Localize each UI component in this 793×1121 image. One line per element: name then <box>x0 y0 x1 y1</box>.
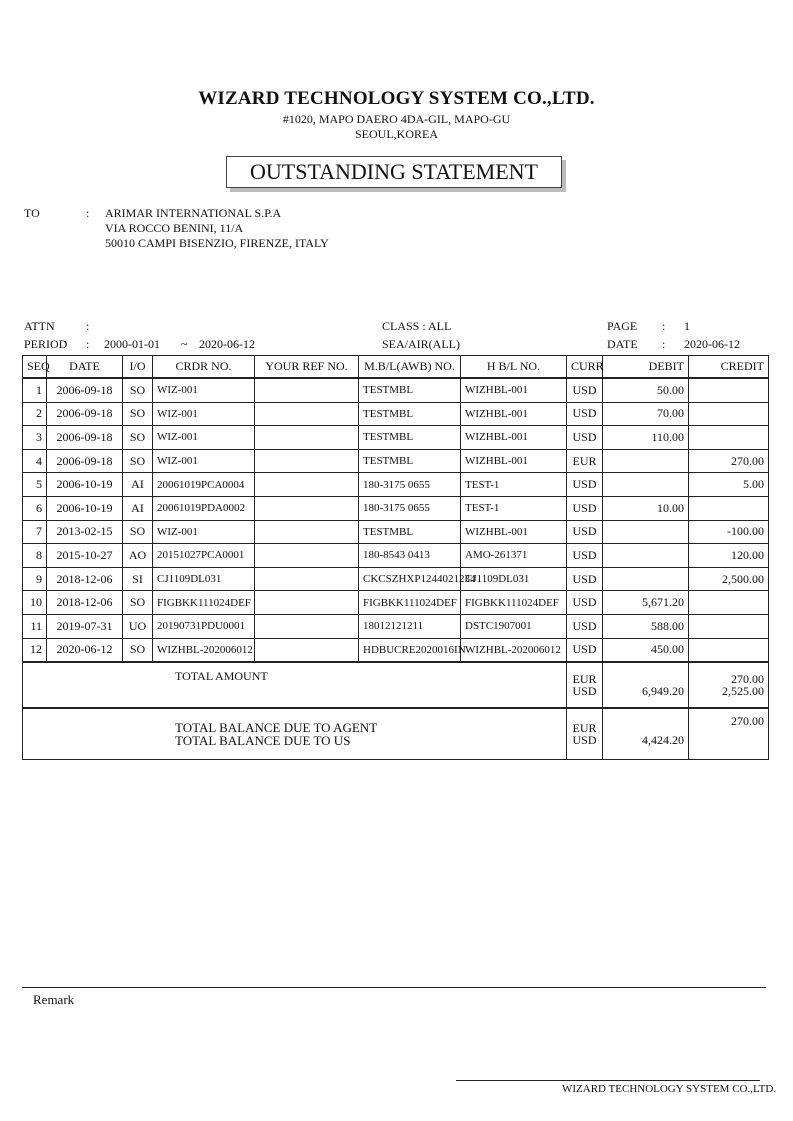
cell-hbl: WIZHBL-001 <box>461 449 567 473</box>
attn-colon: : <box>86 319 90 333</box>
table-row <box>23 614 769 638</box>
cell-mbl: TESTMBL <box>359 520 461 544</box>
cell-debit: 588.00 <box>603 614 689 638</box>
cell-curr: USD <box>567 520 603 544</box>
table-row <box>23 638 769 662</box>
class-label: CLASS : ALL <box>382 319 452 333</box>
table-row <box>23 378 769 402</box>
cell-date: 2020-06-12 <box>47 638 123 662</box>
balance-curr-eur: EUR <box>572 721 597 736</box>
cell-crdr: WIZHBL-202006012 <box>153 638 255 662</box>
cell-ref <box>255 591 359 615</box>
to-label: TO <box>24 206 40 220</box>
cell-mbl: 180-3175 0655 <box>359 496 461 520</box>
cell-mbl: TESTMBL <box>359 402 461 426</box>
cell-date: 2006-09-18 <box>47 449 123 473</box>
cell-crdr: 20190731PDU0001 <box>153 614 255 638</box>
cell-mbl: TESTMBL <box>359 426 461 450</box>
cell-crdr: 20061019PCA0004 <box>153 473 255 497</box>
cell-seq: 10 <box>23 591 47 615</box>
cell-debit <box>603 473 689 497</box>
cell-crdr: WIZ-001 <box>153 449 255 473</box>
cell-mbl: TESTMBL <box>359 378 461 402</box>
period-from: 2000-01-01 <box>104 337 160 351</box>
cell-debit: 50.00 <box>603 378 689 402</box>
cell-ref <box>255 402 359 426</box>
col-header-curr: CURR <box>567 356 603 379</box>
cell-credit <box>689 496 769 520</box>
total-debit-usd: 6,949.20 <box>642 684 684 699</box>
period-colon: : <box>86 337 90 351</box>
remark-divider <box>22 987 766 988</box>
cell-seq: 12 <box>23 638 47 662</box>
cell-mbl: 180-8543 0413 <box>359 544 461 568</box>
remark-label: Remark <box>33 992 75 1007</box>
cell-ref <box>255 567 359 591</box>
table-row <box>23 520 769 544</box>
total-credit-eur: 270.00 <box>731 672 764 687</box>
cell-io: AO <box>123 544 153 568</box>
cell-date: 2013-02-15 <box>47 520 123 544</box>
cell-date: 2018-12-06 <box>47 567 123 591</box>
cell-date: 2006-09-18 <box>47 378 123 402</box>
cell-seq: 5 <box>23 473 47 497</box>
cell-hbl: DSTC1907001 <box>461 614 567 638</box>
cell-curr: USD <box>567 614 603 638</box>
cell-mbl: FIGBKK111024DEF <box>359 591 461 615</box>
cell-ref <box>255 638 359 662</box>
cell-io: SO <box>123 402 153 426</box>
cell-seq: 11 <box>23 614 47 638</box>
col-header-date: DATE <box>47 356 123 379</box>
cell-io: UO <box>123 614 153 638</box>
cell-credit: 270.00 <box>689 449 769 473</box>
cell-debit: 110.00 <box>603 426 689 450</box>
cell-seq: 4 <box>23 449 47 473</box>
period-to: 2020-06-12 <box>199 337 255 351</box>
balance-credit <box>689 708 769 760</box>
cell-io: SO <box>123 591 153 615</box>
attn-label: ATTN <box>24 319 55 333</box>
table-header-row <box>23 356 769 379</box>
col-header-ref: YOUR REF NO. <box>255 356 359 379</box>
cell-date: 2006-10-19 <box>47 473 123 497</box>
col-header-mbl: M.B/L(AWB) NO. <box>359 356 461 379</box>
balance-credit-eur: 270.00 <box>731 714 764 729</box>
cell-credit: -100.00 <box>689 520 769 544</box>
total-amount-label: TOTAL AMOUNT <box>23 662 567 708</box>
balance-currency <box>567 708 603 760</box>
table-row <box>23 449 769 473</box>
table-row <box>23 402 769 426</box>
table-row <box>23 496 769 520</box>
cell-mbl: HDBUCRE2020016IN <box>359 638 461 662</box>
cell-ref <box>255 449 359 473</box>
col-header-io: I/O <box>123 356 153 379</box>
cell-io: SO <box>123 378 153 402</box>
balance-curr-usd: USD <box>572 733 597 748</box>
cell-date: 2006-09-18 <box>47 402 123 426</box>
cell-hbl: CJ1109DL031 <box>461 567 567 591</box>
cell-debit <box>603 544 689 568</box>
cell-io: AI <box>123 473 153 497</box>
balance-us-label: TOTAL BALANCE DUE TO US <box>175 733 351 749</box>
cell-debit: 5,671.20 <box>603 591 689 615</box>
company-name: WIZARD TECHNOLOGY SYSTEM CO.,LTD. <box>198 88 595 109</box>
cell-crdr: 20151027PCA0001 <box>153 544 255 568</box>
cell-seq: 6 <box>23 496 47 520</box>
cell-seq: 8 <box>23 544 47 568</box>
cell-hbl: WIZHBL-001 <box>461 426 567 450</box>
table-row <box>23 544 769 568</box>
cell-ref <box>255 496 359 520</box>
cell-crdr: FIGBKK111024DEF <box>153 591 255 615</box>
balance-debit <box>603 708 689 760</box>
cell-seq: 7 <box>23 520 47 544</box>
period-label: PERIOD <box>24 337 68 351</box>
cell-debit: 70.00 <box>603 402 689 426</box>
cell-hbl: TEST-1 <box>461 496 567 520</box>
cell-hbl: WIZHBL-001 <box>461 520 567 544</box>
cell-hbl: TEST-1 <box>461 473 567 497</box>
cell-date: 2015-10-27 <box>47 544 123 568</box>
cell-curr: USD <box>567 544 603 568</box>
cell-mbl: 18012121211 <box>359 614 461 638</box>
balance-debit-usd: 4,424.20 <box>642 733 684 748</box>
cell-seq: 3 <box>23 426 47 450</box>
cell-debit: 450.00 <box>603 638 689 662</box>
cell-hbl: AMO-261371 <box>461 544 567 568</box>
cell-hbl: FIGBKK111024DEF <box>461 591 567 615</box>
sea-air-label: SEA/AIR(ALL) <box>382 337 460 351</box>
cell-credit <box>689 638 769 662</box>
cell-io: SO <box>123 520 153 544</box>
page-colon: : <box>662 319 666 333</box>
total-amount-row <box>23 662 769 708</box>
cell-mbl: 180-3175 0655 <box>359 473 461 497</box>
page-value: 1 <box>684 319 690 333</box>
cell-io: SO <box>123 426 153 450</box>
cell-debit: 10.00 <box>603 496 689 520</box>
cell-ref <box>255 426 359 450</box>
cell-io: SO <box>123 449 153 473</box>
period-separator: ~ <box>181 337 188 351</box>
total-credit-usd: 2,525.00 <box>722 684 764 699</box>
total-credit <box>689 662 769 708</box>
cell-crdr: 20061019PDA0002 <box>153 496 255 520</box>
company-address-line2: SEOUL,KOREA <box>355 127 438 141</box>
cell-debit <box>603 520 689 544</box>
cell-credit <box>689 614 769 638</box>
cell-crdr: WIZ-001 <box>153 402 255 426</box>
cell-ref <box>255 378 359 402</box>
cell-seq: 9 <box>23 567 47 591</box>
cell-ref <box>255 614 359 638</box>
col-header-hbl: H B/L NO. <box>461 356 567 379</box>
cell-credit: 5.00 <box>689 473 769 497</box>
balance-row <box>23 708 769 760</box>
cell-date: 2006-09-18 <box>47 426 123 450</box>
footer-company: WIZARD TECHNOLOGY SYSTEM CO.,LTD. <box>562 1083 777 1095</box>
cell-seq: 2 <box>23 402 47 426</box>
date-value: 2020-06-12 <box>684 337 740 351</box>
page-label: PAGE <box>607 319 638 333</box>
cell-curr: USD <box>567 638 603 662</box>
to-colon: : <box>86 206 90 220</box>
table-row <box>23 567 769 591</box>
cell-crdr: WIZ-001 <box>153 426 255 450</box>
date-colon: : <box>662 337 666 351</box>
cell-crdr: WIZ-001 <box>153 520 255 544</box>
balance-agent-label: TOTAL BALANCE DUE TO AGENT <box>175 720 378 736</box>
to-line1: ARIMAR INTERNATIONAL S.P.A <box>105 206 282 220</box>
cell-credit: 2,500.00 <box>689 567 769 591</box>
cell-credit <box>689 591 769 615</box>
total-currency <box>567 662 603 708</box>
cell-debit <box>603 567 689 591</box>
cell-curr: USD <box>567 473 603 497</box>
cell-mbl: TESTMBL <box>359 449 461 473</box>
cell-credit <box>689 378 769 402</box>
cell-curr: EUR <box>567 449 603 473</box>
signature-line <box>456 1080 760 1081</box>
table-row <box>23 473 769 497</box>
total-debit <box>603 662 689 708</box>
cell-crdr: WIZ-001 <box>153 378 255 402</box>
balance-labels <box>23 708 567 760</box>
cell-curr: USD <box>567 402 603 426</box>
cell-hbl: WIZHBL-202006012 <box>461 638 567 662</box>
cell-hbl: WIZHBL-001 <box>461 378 567 402</box>
col-header-seq: SEQ <box>23 356 47 379</box>
cell-curr: USD <box>567 426 603 450</box>
date-label: DATE <box>607 337 638 351</box>
cell-credit <box>689 426 769 450</box>
to-line2: VIA ROCCO BENINI, 11/A <box>105 221 244 235</box>
statement-title: OUTSTANDING STATEMENT <box>226 156 562 188</box>
to-line3: 50010 CAMPI BISENZIO, FIRENZE, ITALY <box>105 236 329 250</box>
cell-date: 2006-10-19 <box>47 496 123 520</box>
cell-curr: USD <box>567 591 603 615</box>
cell-seq: 1 <box>23 378 47 402</box>
col-header-crdr: CRDR NO. <box>153 356 255 379</box>
cell-curr: USD <box>567 567 603 591</box>
cell-io: SO <box>123 638 153 662</box>
cell-date: 2018-12-06 <box>47 591 123 615</box>
cell-ref <box>255 520 359 544</box>
statement-table <box>22 355 769 760</box>
cell-ref <box>255 544 359 568</box>
cell-hbl: WIZHBL-001 <box>461 402 567 426</box>
cell-ref <box>255 473 359 497</box>
col-header-debit: DEBIT <box>603 356 689 379</box>
table-row <box>23 591 769 615</box>
total-curr-eur: EUR <box>572 672 597 687</box>
cell-crdr: CJ1109DL031 <box>153 567 255 591</box>
cell-io: SI <box>123 567 153 591</box>
cell-debit <box>603 449 689 473</box>
cell-curr: USD <box>567 496 603 520</box>
cell-curr: USD <box>567 378 603 402</box>
cell-date: 2019-07-31 <box>47 614 123 638</box>
cell-mbl: CKCSZHXP1244021234 <box>359 567 461 591</box>
table-row <box>23 426 769 450</box>
company-address-line1: #1020, MAPO DAERO 4DA-GIL, MAPO-GU <box>282 112 511 126</box>
cell-credit <box>689 402 769 426</box>
cell-io: AI <box>123 496 153 520</box>
col-header-credit: CREDIT <box>689 356 769 379</box>
cell-credit: 120.00 <box>689 544 769 568</box>
total-curr-usd: USD <box>572 684 597 699</box>
